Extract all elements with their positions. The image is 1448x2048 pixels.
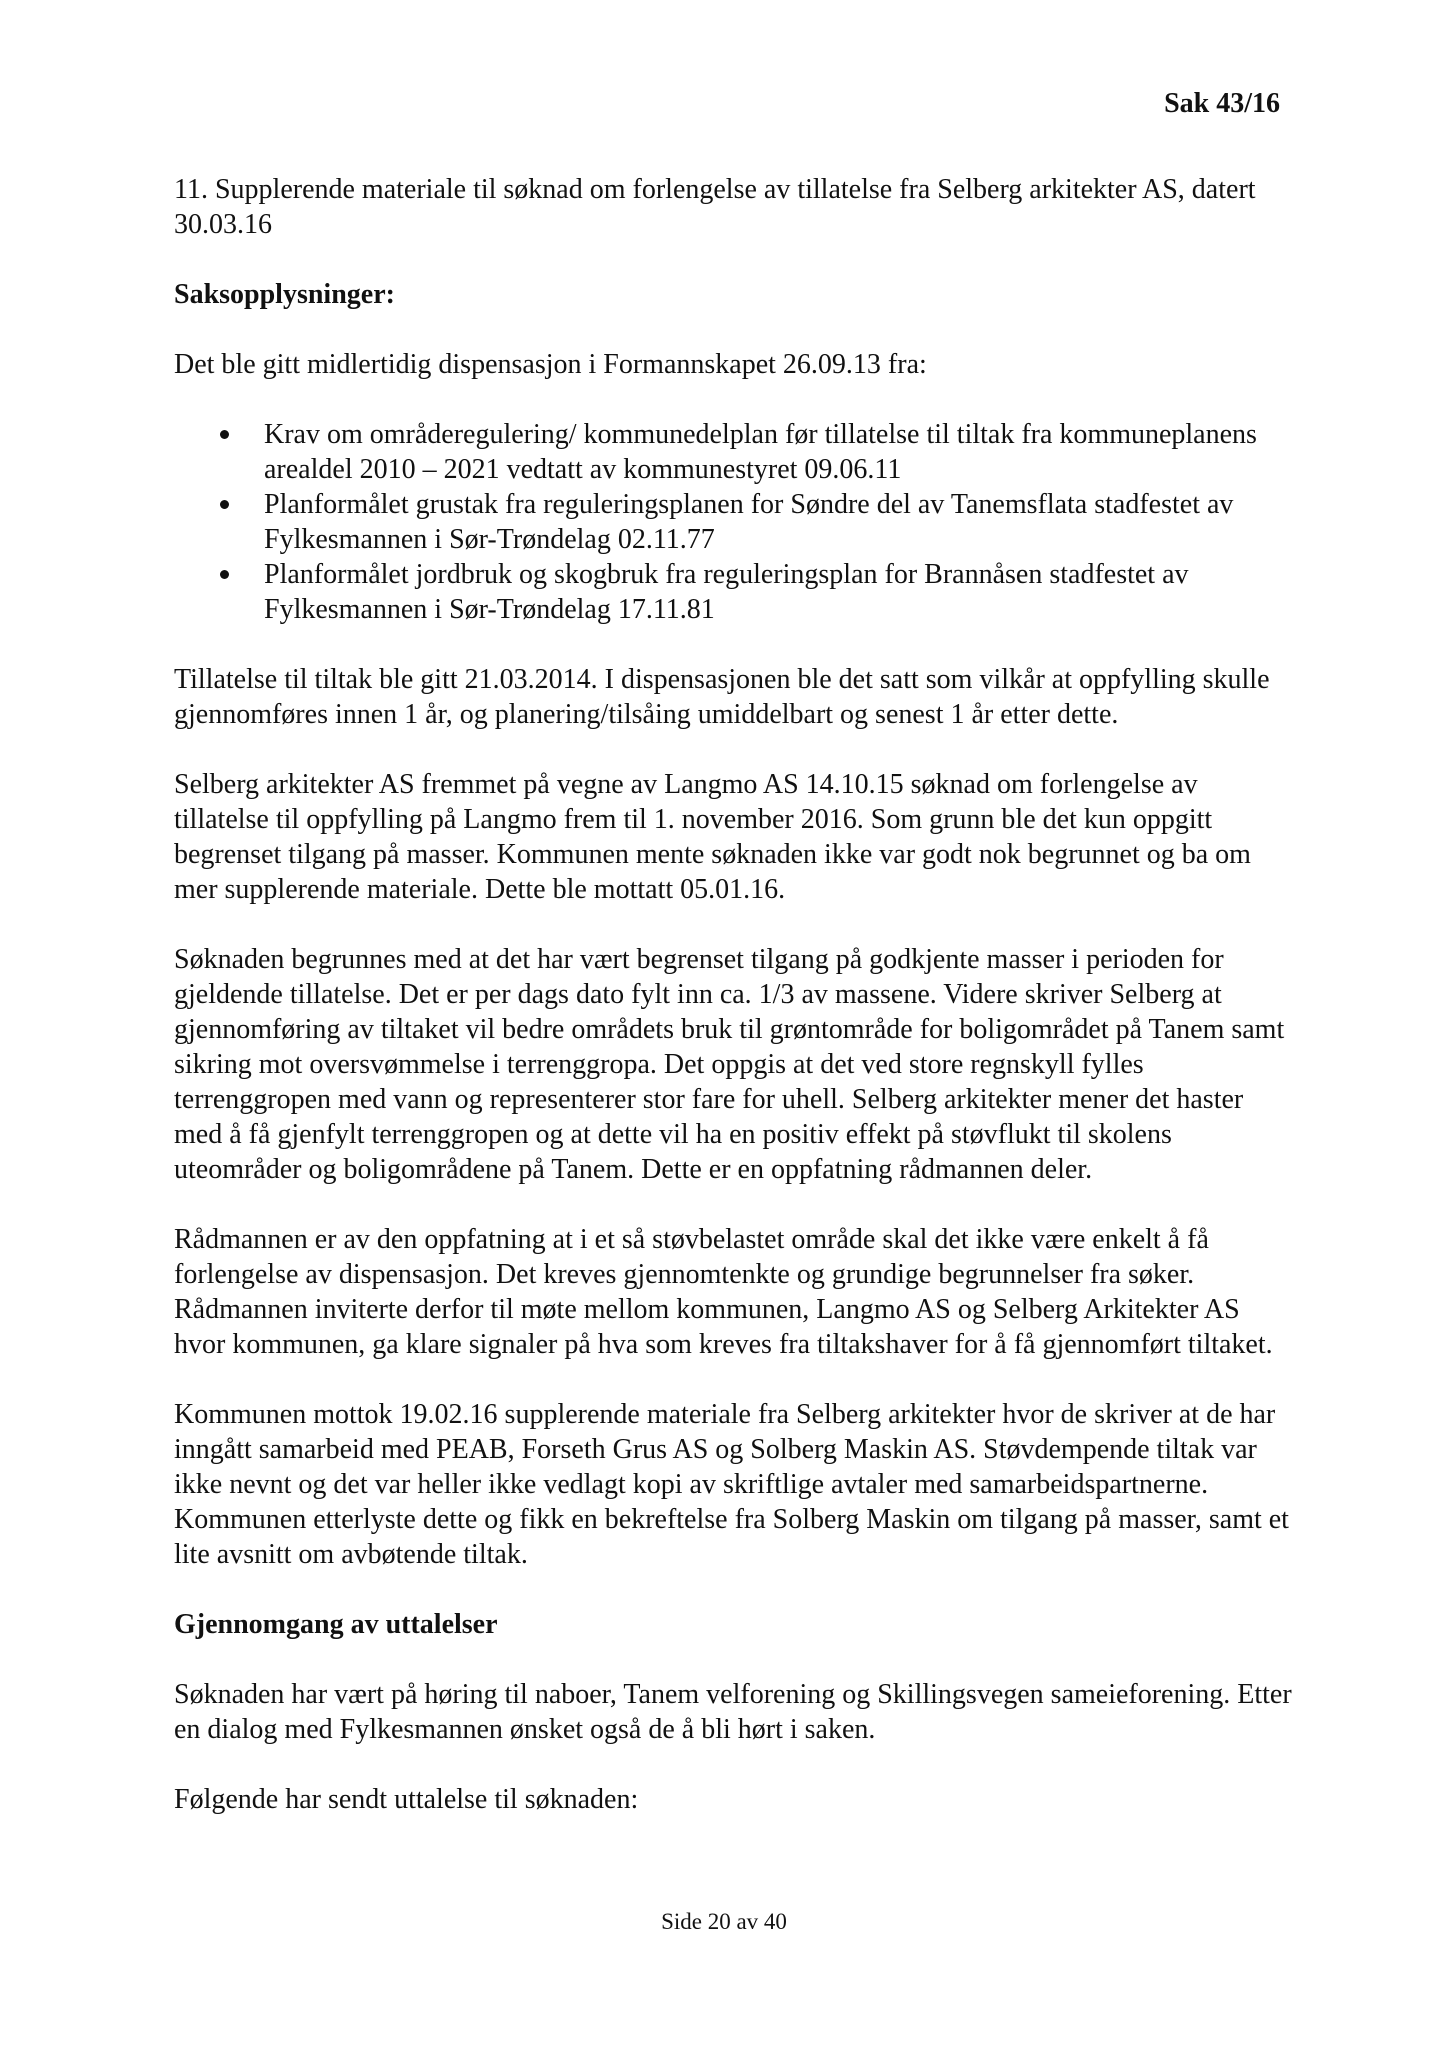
body-paragraph: Følgende har sendt uttalelse til søknaden: xyxy=(174,1784,639,1815)
bullet-icon xyxy=(220,570,229,579)
list-item-text: Krav om områderegulering/ kommunedelplan før tillatelse til tiltak fra kommuneplanens arealdel 2010 – 2021 vedtatt av kommunestyret 09.06.11 xyxy=(264,419,1257,485)
section-heading-gjennomgang: Gjennomgang av uttalelser xyxy=(174,1609,498,1640)
dispensation-intro: Det ble gitt midlertidig dispensasjon i Formannskapet 26.09.13 fra: xyxy=(174,349,927,380)
body-paragraph: Rådmannen er av den oppfatning at i et så støvbelastet område skal det ikke være enkelt å få forlengelse av dispensasjon. Det kreves gjennomtenkte og grundige begrunnelser fra søker. Rådmannen inviterte derfor til møte mellom kommunen, Langmo AS og Selberg Arkitekter AS hvor kommunen, ga klare signaler på hva som kreves fra tiltakshaver for å få gjennomført tiltaket. xyxy=(174,1224,1273,1360)
section-heading-saksopplysninger: Saksopplysninger: xyxy=(174,279,395,310)
list-item-text: Planformålet jordbruk og skogbruk fra reguleringsplan for Brannåsen stadfestet av Fylkesmannen i Sør-Trøndelag 17.11.81 xyxy=(264,559,1189,625)
body-paragraph: Tillatelse til tiltak ble gitt 21.03.2014. I dispensasjonen ble det satt som vilkår at oppfylling skulle gjennomføres innen 1 år, og planering/tilsåing umiddelbart og senest 1 år etter dette. xyxy=(174,664,1270,730)
body-paragraph: Søknaden har vært på høring til naboer, Tanem velforening og Skillingsvegen sameieforening. Etter en dialog med Fylkesmannen ønsket også de å bli hørt i saken. xyxy=(174,1679,1292,1745)
body-paragraph: Kommunen mottok 19.02.16 supplerende materiale fra Selberg arkitekter hvor de skriver at de har inngått samarbeid med PEAB, Forseth Grus AS og Solberg Maskin AS. Støvdempende tiltak var ikke nevnt og det var heller ikke vedlagt kopi av skriftlige avtaler med samarbeidspartnerne. Kommunen etterlyste dette og fikk en bekreftelse fra Solberg Maskin om tilgang på masser, samt et lite avsnitt om avbøtende tiltak. xyxy=(174,1399,1289,1570)
case-reference: Sak 43/16 xyxy=(1164,88,1280,119)
page-number: Side 20 av 40 xyxy=(661,1909,787,1934)
list-item-text: Planformålet grustak fra reguleringsplanen for Søndre del av Tanemsflata stadfestet av Fylkesmannen i Sør-Trøndelag 02.11.77 xyxy=(264,489,1234,555)
list-item xyxy=(174,417,1294,487)
item-11-paragraph: 11. Supplerende materiale til søknad om forlengelse av tillatelse fra Selberg arkitekter AS, datert 30.03.16 xyxy=(174,174,1256,240)
list-item xyxy=(174,557,1294,627)
list-item xyxy=(174,487,1294,557)
body-paragraph: Søknaden begrunnes med at det har vært begrenset tilgang på godkjente masser i perioden for gjeldende tillatelse. Det er per dags dato fylt inn ca. 1/3 av massene. Videre skriver Selberg at gjennomføring av tiltaket vil bedre områdets bruk til grøntområde for boligområdet på Tanem samt sikring mot oversvømmelse i terrenggropa. Det oppgis at det ved store regnskyll fylles terrenggropen med vann og representerer stor fare for uhell. Selberg arkitekter mener det haster med å få gjenfylt terrenggropen og at dette vil ha en positiv effekt på støvflukt til skolens uteområder og boligområdene på Tanem. Dette er en oppfatning rådmannen deler. xyxy=(174,944,1285,1185)
dispensation-list xyxy=(174,417,1294,627)
document-body xyxy=(174,172,1294,1852)
bullet-icon xyxy=(220,500,229,509)
bullet-icon xyxy=(220,430,229,439)
body-paragraph: Selberg arkitekter AS fremmet på vegne av Langmo AS 14.10.15 søknad om forlengelse av tillatelse til oppfylling på Langmo frem til 1. november 2016. Som grunn ble det kun oppgitt begrenset tilgang på masser. Kommunen mente søknaden ikke var godt nok begrunnet og ba om mer supplerende materiale. Dette ble mottatt 05.01.16. xyxy=(174,769,1251,905)
